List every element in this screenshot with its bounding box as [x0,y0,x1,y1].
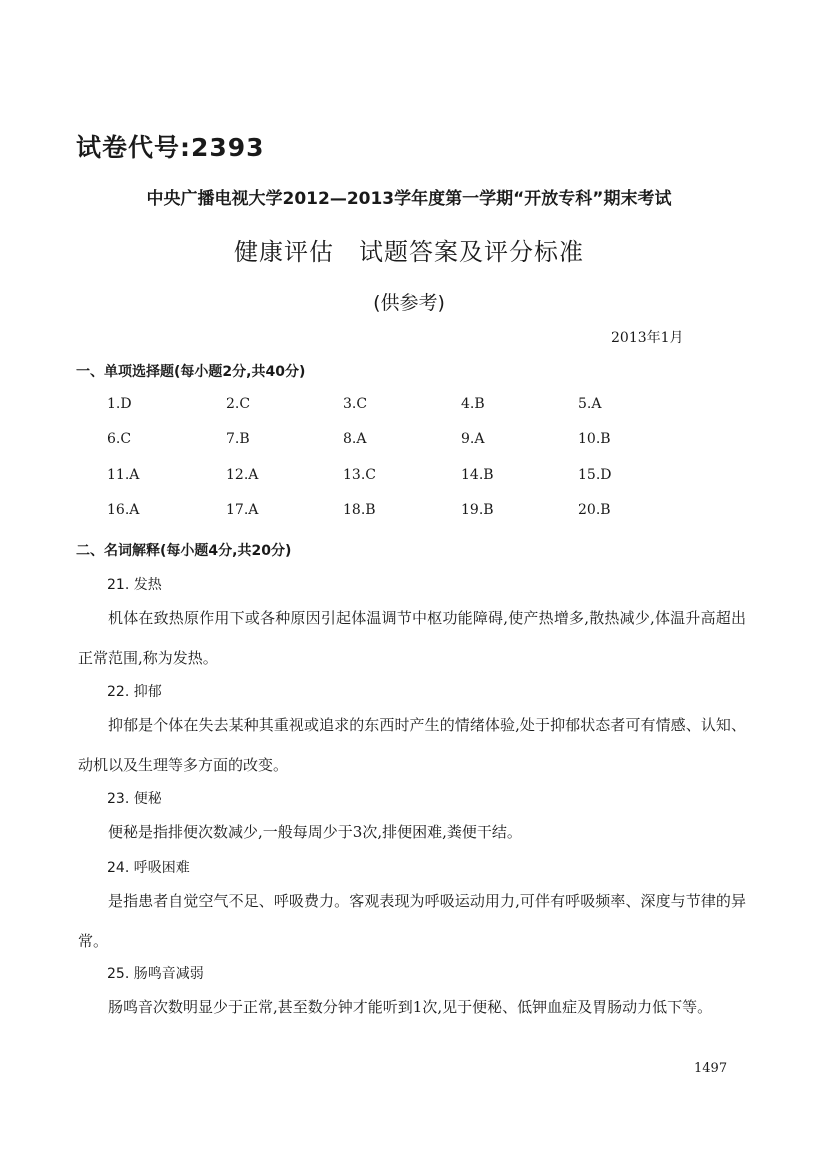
answer-cell: 20.B [578,501,611,518]
answer-cell: 18.B [343,501,376,518]
answer-cell: 1.D [107,396,132,412]
answer-cell: 10.B [578,431,611,448]
document-date: 2013年1月 [611,330,684,346]
answer-cell: 5.A [578,396,602,412]
answer-cell: 14.B [461,466,494,483]
answer-cell: 8.A [343,431,367,448]
term-heading: 25. 肠鸣音减弱 [107,966,204,982]
answer-cell: 4.B [461,396,485,412]
answer-cell: 3.C [343,396,368,412]
term-definition: 是指患者自觉空气不足、呼吸费力。客观表现为呼吸运动用力,可伴有呼吸频率、深度与节律的异常。 [78,892,746,950]
reference-note: (供参考) [373,292,445,314]
answer-cell: 11.A [107,466,140,483]
answer-cell: 13.C [343,466,376,483]
term-definition: 肠鸣音次数明显少于正常,甚至数分钟才能听到1次,见于便秘、低钾血症及胃肠动力低下等。 [108,998,713,1016]
term-heading: 22. 抑郁 [107,684,162,700]
section-title-term-definitions: 二、名词解释(每小题4分,共20分) [76,543,292,559]
exam-header: 中央广播电视大学2012—2013学年度第一学期“开放专科”期末考试 [146,189,672,209]
term-heading: 24. 呼吸困难 [107,860,190,876]
term-heading: 21. 发热 [107,577,162,593]
term-definition: 抑郁是个体在失去某种其重视或追求的东西时产生的情绪体验,处于抑郁状态者可有情感、认知、动机以及生理等多方面的改变。 [78,716,746,774]
answer-cell: 16.A [107,501,140,518]
answer-cell: 12.A [226,466,259,483]
document-title: 健康评估 试题答案及评分标准 [234,238,584,266]
answer-cell: 7.B [226,431,250,448]
term-heading: 23. 便秘 [107,791,162,807]
section-title-multiple-choice: 一、单项选择题(每小题2分,共40分) [76,364,306,380]
page-number: 1497 [694,1061,728,1076]
answer-cell: 9.A [461,431,485,448]
paper-code: 试卷代号:2393 [76,133,265,162]
answer-cell: 15.D [578,466,612,483]
answer-cell: 19.B [461,501,494,518]
answer-cell: 17.A [226,501,259,518]
term-definition: 机体在致热原作用下或各种原因引起体温调节中枢功能障碍,使产热增多,散热减少,体温升高超出正常范围,称为发热。 [78,609,746,667]
answer-cell: 2.C [226,396,251,412]
term-definition: 便秘是指排便次数减少,一般每周少于3次,排便困难,粪便干结。 [108,823,522,841]
answer-cell: 6.C [107,431,132,448]
